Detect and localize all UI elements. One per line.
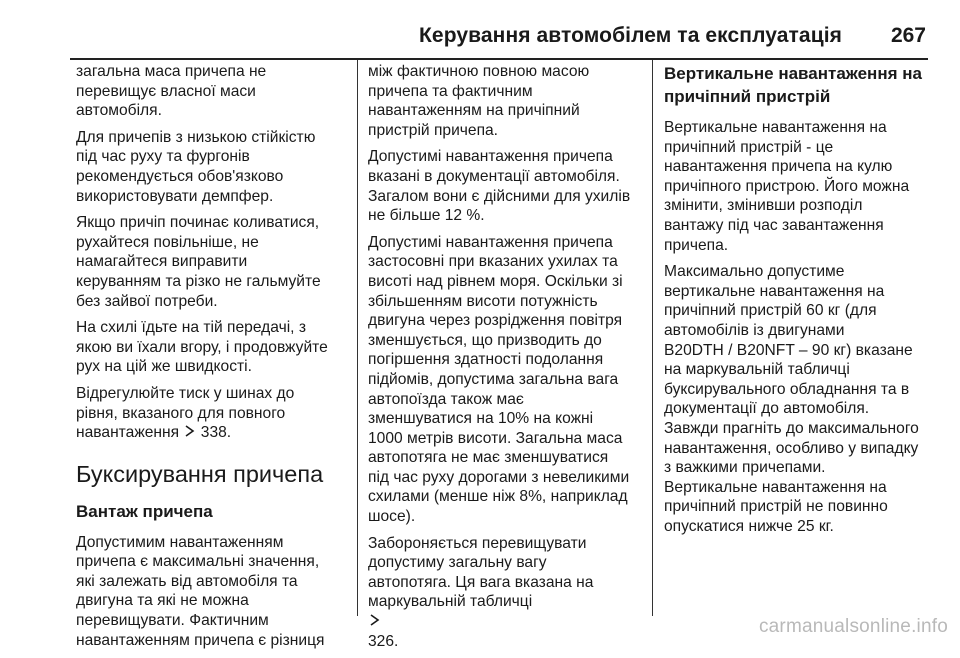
paragraph: На схилі їдьте на тій передачі, з якою ви їхали вгору, і продовжуйте рух на цій же швидкості. [76,319,328,376]
page-header [70,18,928,58]
paragraph: Для причепів з низькою стійкістю під час руху та фургонів рекомендується обов'язково використовувати демпфер. [76,128,316,205]
header-divider [70,58,928,60]
paragraph: між фактичною повною масою причепа та фактичним навантаженням на причіпний пристрій причепа. [368,63,590,139]
column-1 [76,62,348,657]
paragraph: Якщо причіп починає коливатися, рухайтеся повільніше, не намагайтеся виправити керуванням та різко не гальмуйте без зайвої потреби. [76,214,321,310]
page-reference-icon [370,612,639,632]
page-reference-link[interactable]: 338. [200,424,232,442]
paragraph: Допустимим навантаженням причепа є максимальні значення, які залежать від автомобіля та двигуна та які не можна перевищувати. Фактичним навантаженням причепа є різниця [76,533,325,649]
paragraph: Допустимі навантаження причепа застосовні при вказаних ухилах та висоті над рівнем моря. Оскільки зі збільшенням висоти потужність двигуна через розрідження повітря зменшується, що призводить до погіршення здатності подолання підйомів, допустима загальна вага автопоїзда також має зменшуватися на 10% на кожні 1000 метрів висоти. Загальна маса автопотяга не має зменшуватися під час руху дорогами з невеликими схилами (менше ніж 8%, наприклад шосе). [368,233,630,526]
watermark: carmanualsonline.info [758,616,948,637]
page-reference-icon [185,423,195,443]
subsection-heading: Вантаж причепа [76,501,213,521]
page-title: Керування автомобілем та експлуатація [419,24,842,47]
paragraph: Максимально допустиме вертикальне навантаження на причіпний пристрій 60 кг (для автомобілів із двигунами B20DTH / B20NFT – 90 кг) вказане на маркувальній табличці буксирувального обладнання та в документації до автомобіля. Завжди прагніть до максимального навантаження, особливо у випадку з важкими причепами. Вертикальне навантаження на причіпний пристрій не повинно опускатися нижче 25 кг. [664,263,919,535]
section-heading: Буксирування причепа [76,460,324,487]
column-2 [368,62,640,658]
section-heading: Вертикальне навантаження на причіпний пристрій [664,64,922,106]
page-number: 267 [890,24,926,47]
column-3 [664,62,932,543]
paragraph: Вертикальне навантаження на причіпний пристрій - це навантаження причепа на кулю причіпного пристрою. Його можна змінити, змінивши розподіл вантажу під час завантаження причепа. [664,119,910,254]
column-divider [357,60,358,616]
page-reference-link[interactable]: 326. [368,632,399,650]
column-divider [652,60,653,616]
paragraph: Забороняється перевищувати допустиму загальну вагу автопотяга. Ця вага вказана на маркувальній табличці 326. [368,534,640,652]
paragraph: Відрегулюйте тиск у шинах до рівня, вказаного для повного навантаження 338. [76,384,295,442]
paragraph: Допустимі навантаження причепа вказані в документації автомобіля. Загалом вони є дійсними для ухилів не більше 12 %. [368,148,631,225]
paragraph: загальна маса причепа не перевищує власної маси автомобіля. [76,63,267,120]
